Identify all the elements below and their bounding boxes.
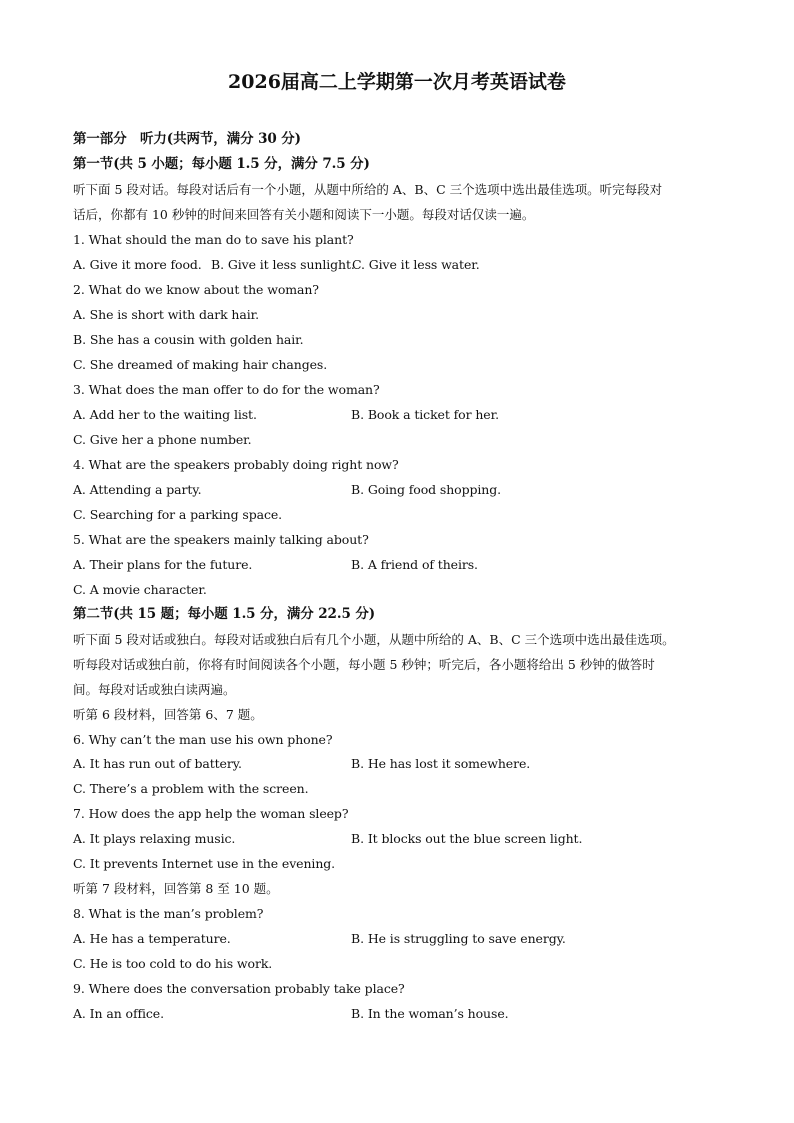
option-c: C. There’s a problem with the screen. — [73, 781, 309, 796]
option-c: C. Give it less water. — [352, 257, 480, 272]
option-a: A. It plays relaxing music. — [73, 831, 236, 846]
question-stem: 9. Where does the conversation probably take place? — [73, 981, 405, 996]
option-c: C. He is too cold to do his work. — [73, 956, 273, 971]
material-note: 听第 7 段材料，回答第 8 至 10 题。 — [73, 881, 279, 896]
question-stem: 3. What does the man offer to do for the woman? — [73, 382, 380, 397]
option-a: A. She is short with dark hair. — [73, 307, 260, 322]
option-b: B. Going food shopping. — [351, 482, 502, 497]
exam-title: 2026届高二上学期第一次月考英语试卷 — [228, 71, 566, 93]
question-stem: 2. What do we know about the woman? — [73, 282, 319, 297]
option-b: B. He has lost it somewhere. — [351, 756, 531, 771]
option-a: A. In an office. — [73, 1006, 164, 1021]
material-note: 听第 6 段材料，回答第 6、7 题。 — [73, 707, 263, 722]
section2-heading: 第二节(共 15 题；每小题 1.5 分，满分 22.5 分) — [73, 606, 376, 622]
section1-instruction-line: 话后，你都有 10 秒钟的时间来回答有关小题和阅读下一小题。每段对话仅读一遍。 — [73, 207, 535, 222]
question-stem: 5. What are the speakers mainly talking about? — [73, 532, 369, 547]
question-stem: 6. Why can’t the man use his own phone? — [73, 732, 333, 747]
option-a: A. He has a temperature. — [73, 931, 231, 946]
option-b: B. She has a cousin with golden hair. — [73, 332, 304, 347]
question-stem: 7. How does the app help the woman sleep? — [73, 806, 349, 821]
question-stem: 1. What should the man do to save his plant? — [73, 232, 354, 247]
option-b: B. He is struggling to save energy. — [351, 931, 566, 946]
option-a: A. Attending a party. — [73, 482, 202, 497]
option-a: A. It has run out of battery. — [73, 756, 242, 771]
section1-heading: 第一节(共 5 小题；每小题 1.5 分，满分 7.5 分) — [73, 156, 370, 172]
section1-instruction-line: 听下面 5 段对话。每段对话后有一个小题，从题中所给的 A、B、C 三个选项中选出最佳选项。听完每段对 — [73, 182, 663, 197]
option-b: B. Book a ticket for her. — [351, 407, 499, 422]
option-b: B. A friend of theirs. — [351, 557, 478, 572]
option-b: B. It blocks out the blue screen light. — [351, 831, 583, 846]
question-stem: 8. What is the man’s problem? — [73, 906, 264, 921]
option-b: B. Give it less sunlight. — [211, 257, 355, 272]
option-c: C. She dreamed of making hair changes. — [73, 357, 328, 372]
option-a: A. Their plans for the future. — [73, 557, 253, 572]
question-stem: 4. What are the speakers probably doing right now? — [73, 457, 399, 472]
option-a: A. Give it more food. — [73, 257, 202, 272]
option-c: C. Searching for a parking space. — [73, 507, 283, 522]
option-b: B. In the woman’s house. — [351, 1006, 509, 1021]
option-c: C. Give her a phone number. — [73, 432, 252, 447]
option-c: C. It prevents Internet use in the evening. — [73, 856, 336, 871]
section2-instruction-line: 听每段对话或独白前，你将有时间阅读各个小题，每小题 5 秒钟；听完后，各小题将给出 5 秒钟的做答时 — [73, 657, 655, 672]
option-c: C. A movie character. — [73, 582, 207, 597]
option-a: A. Add her to the waiting list. — [73, 407, 257, 422]
section2-instruction-line: 间。每段对话或独白读两遍。 — [73, 682, 236, 697]
part1-heading: 第一部分 听力(共两节，满分 30 分) — [73, 131, 301, 147]
section2-instruction-line: 听下面 5 段对话或独白。每段对话或独白后有几个小题，从题中所给的 A、B、C 三个选项中选出最佳选项。 — [73, 632, 675, 647]
